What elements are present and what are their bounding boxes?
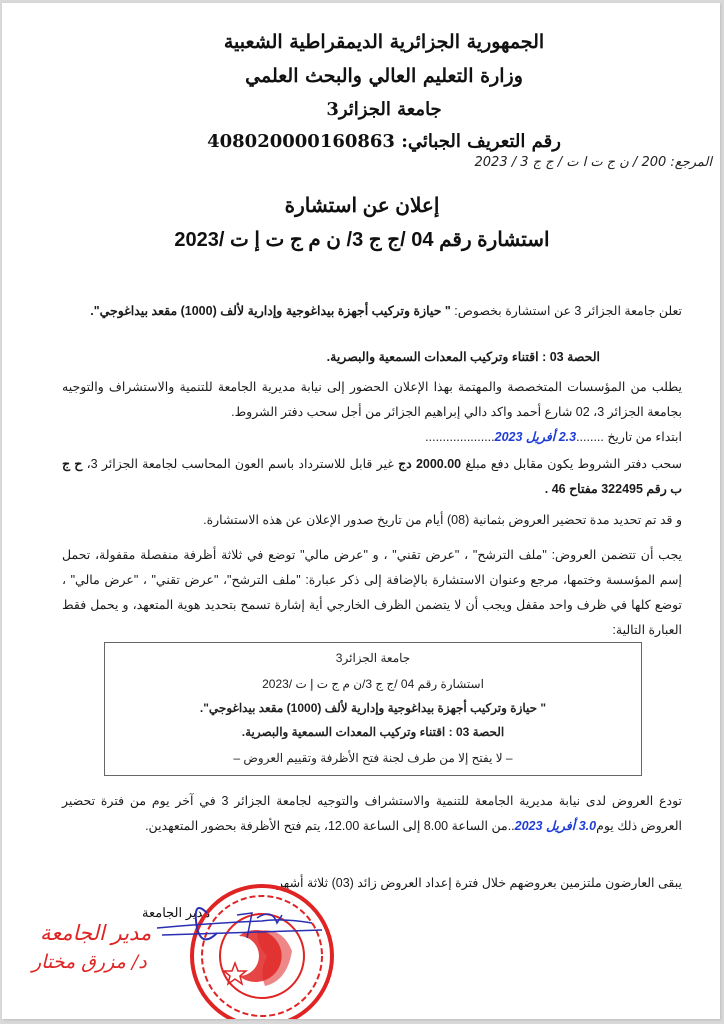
duration-text: و قد تم تحديد مدة تحضير العروض بثمانية (08) أيام من تاريخ صدور الإعلان عن هذه الاستشارة. <box>203 513 682 527</box>
start-date-dots: .................... <box>425 430 495 444</box>
start-date-value: 2.3 أفريل 2023 <box>494 430 577 444</box>
header-tax-id: رقم التعريف الجبائي: 408020000160863 <box>207 131 561 152</box>
intro-subject: " حيازة وتركيب أجهزة بيداغوجية وإدارية لألف (1000) مقعد بيداغوجي". <box>90 304 451 318</box>
envelope-lot: الحصة 03 : اقتناء وتركيب المعدات السمعية والبصرية. <box>241 725 505 739</box>
lot-line <box>80 345 600 370</box>
request-paragraph <box>62 375 682 425</box>
handwritten-title: مدير الجامعة <box>40 921 152 945</box>
signature-scribble-icon <box>152 893 332 963</box>
validity-text: يبقى العارضون ملتزمين بعروضهم خلال فترة إعداد العروض زائد (03) ثلاثة أشهر. <box>273 876 682 890</box>
envelope-notice: – لا يفتح إلا من طرف لجنة فتح الأظرفة وتقييم العروض – <box>233 751 513 765</box>
deposit-text-1: تودع العروض لدى نيابة مديرية الجامعة للتنمية والاستشراف والتوجيه لجامعة الجزائر 3 في آخر يوم من فترة تحضير العروض ذلك يوم <box>62 794 682 833</box>
duration-paragraph <box>62 508 682 533</box>
payment-text-2: غير قابل للاسترداد باسم العون المحاسب لجامعة الجزائر 3، <box>82 457 399 471</box>
header-university: جامعة الجزائر3 <box>326 99 442 120</box>
payment-paragraph <box>62 452 682 502</box>
deposit-paragraph <box>62 789 682 839</box>
payment-text-1: سحب دفتر الشروط يكون مقابل دفع مبلغ <box>461 457 682 471</box>
payment-amount: 2000.00 دج <box>398 457 462 471</box>
envelope-university: جامعة الجزائر3 <box>335 651 411 665</box>
offers-text: يجب أن تتضمن العروض: "ملف الترشح" ، "عرض تقني" ، و "عرض مالي" توضع في ثلاثة أظرفة منفصلة مقفولة، تحمل إسم المؤسسة وختمها، مرجع وعنوان الاستشارة بالإضافة إلى ذكر عبارة: "ملف الترشح"، "عرض تقني" ، "عرض مالي" ، توضع كلها في ظرف واحد مقفل ويجب أن لا يتضمن الظرف الخارجي أية إشارة تسمح بتحديد هوية المتعهد، و يحمل فقط العبارة التالية: <box>62 548 682 637</box>
deposit-text-2: ..من الساعة 8.00 إلى الساعة 12.00، يتم فتح الأظرفة بحضور المتعهدين. <box>145 819 515 833</box>
start-date-label: ابتداء من تاريخ ........ <box>576 430 682 444</box>
envelope-subject: " حيازة وتركيب أجهزة بيداغوجية وإدارية لألف (1000) مقعد بيداغوجي". <box>199 701 547 715</box>
start-date-line <box>62 425 682 450</box>
deposit-date: 3.0 أفريل 2023 <box>514 819 597 833</box>
offers-paragraph <box>62 543 682 643</box>
intro-text: تعلن جامعة الجزائر 3 عن استشارة بخصوص: <box>450 304 682 318</box>
handwritten-name: د/ مزرق مختار <box>32 951 147 973</box>
envelope-consultation-number: استشارة رقم 04 /ج ج 3/ن م ج ت إ ت /2023 <box>262 677 484 691</box>
lot-text: الحصة 03 : اقتناء وتركيب المعدات السمعية والبصرية. <box>326 350 600 364</box>
envelope-label-box <box>104 642 642 776</box>
request-text: يطلب من المؤسسات المتخصصة والمهتمة بهذا الإعلان الحضور إلى نيابة مديرية الجامعة للتنمية والاستشراف والتوجيه بجامعة الجزائر 3، 02 شارع أحمد واكد دالي إبراهيم الجزائر من أجل سحب دفتر الشروط. <box>62 380 682 419</box>
consultation-number: استشارة رقم 04 /ج ج 3/ ن م ج ت إ ت /2023 <box>174 229 550 251</box>
intro-paragraph <box>62 299 682 324</box>
header-ministry: وزارة التعليم العالي والبحث العلمي <box>245 65 523 87</box>
document-page <box>2 3 720 1019</box>
postal-account: ح ج ب رقم 322495 مفتاح 46 . <box>62 457 682 496</box>
reference-handwritten: المرجع: 200 / ن ج ت ا ت / ج ج 3 / 2023 <box>474 155 712 170</box>
header-republic: الجمهورية الجزائرية الديمقراطية الشعبية <box>223 31 545 53</box>
signature-label: مدير الجامعة <box>142 905 211 920</box>
document-title: إعلان عن استشارة <box>284 195 440 217</box>
